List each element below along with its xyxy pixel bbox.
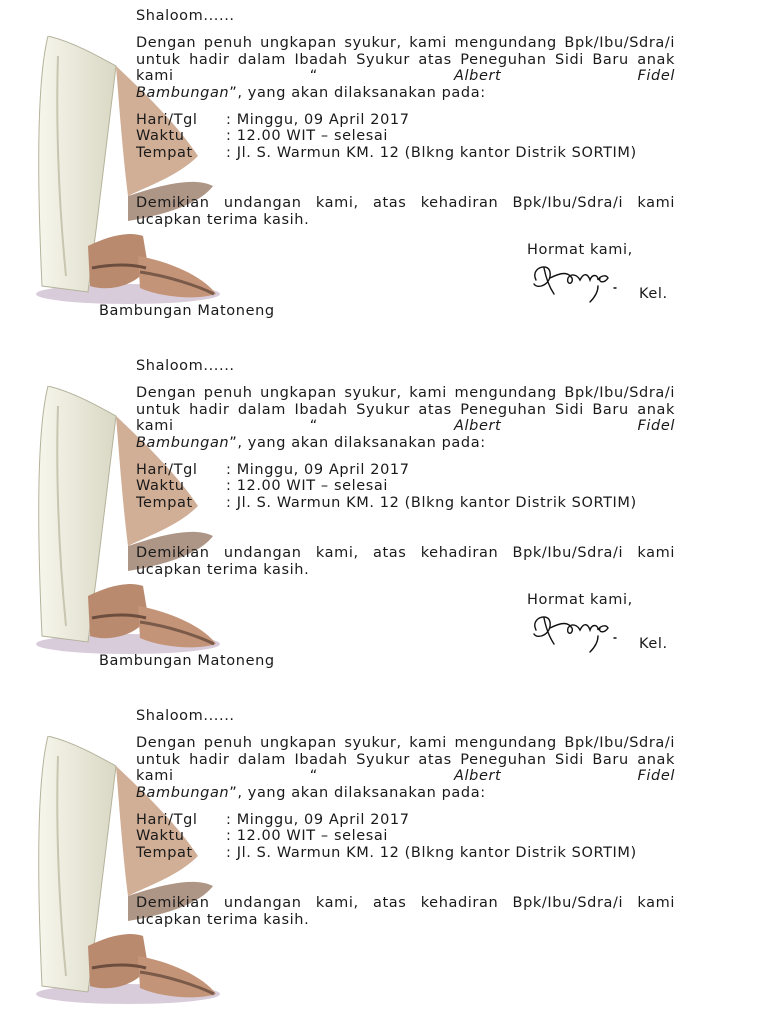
intro-suffix: ”, yang akan dilaksanakan pada: <box>229 435 486 452</box>
kel-label: Kel. <box>639 286 668 302</box>
intro-paragraph <box>136 385 675 451</box>
place-value: : Jl. S. Warmun KM. 12 (Blkng kantor Distrik SORTIM) <box>226 495 637 511</box>
day-row <box>136 112 410 129</box>
family-name: Bambungan Matoneng <box>99 303 275 319</box>
place-label: Tempat <box>136 845 193 861</box>
intro-paragraph <box>136 35 675 101</box>
place-label: Tempat <box>136 145 193 161</box>
kel-label: Kel. <box>639 636 668 652</box>
day-label: Hari/Tgl <box>136 112 198 128</box>
place-row <box>136 145 675 162</box>
time-label: Waktu <box>136 478 185 494</box>
intro-text: Dengan penuh ungkapan syukur, kami mengundang Bpk/Ibu/Sdra/i untuk hadir dalam Ibadah Syukur atas Peneguhan Sidi Baru anak kami “ <box>136 735 675 785</box>
intro-paragraph <box>136 735 675 801</box>
place-value: : Jl. S. Warmun KM. 12 (Blkng kantor Distrik SORTIM) <box>226 145 637 161</box>
invitation-card-3 <box>0 700 768 1024</box>
time-value: : 12.00 WIT – selesai <box>226 478 389 494</box>
intro-suffix: ”, yang akan dilaksanakan pada: <box>229 85 486 102</box>
intro-text: Dengan penuh ungkapan syukur, kami mengundang Bpk/Ibu/Sdra/i untuk hadir dalam Ibadah Syukur atas Peneguhan Sidi Baru anak kami “ <box>136 385 675 435</box>
regards: Hormat kami, <box>527 242 633 258</box>
time-value: : 12.00 WIT – selesai <box>226 828 389 844</box>
honoree-name-first: Albert Fidel <box>454 68 675 85</box>
honoree-name-last: Bambungan <box>136 85 230 102</box>
time-row <box>136 828 388 845</box>
day-value: : Minggu, 09 April 2017 <box>226 462 410 478</box>
day-value: : Minggu, 09 April 2017 <box>226 112 410 128</box>
signature <box>528 608 623 654</box>
honoree-name-first: Albert Fidel <box>454 768 675 785</box>
time-row <box>136 128 388 145</box>
day-row <box>136 812 410 829</box>
greeting: Shaloom...... <box>136 358 235 374</box>
greeting: Shaloom...... <box>136 8 235 24</box>
family-name: Bambungan Matoneng <box>99 653 275 669</box>
place-label: Tempat <box>136 495 193 511</box>
regards: Hormat kami, <box>527 592 633 608</box>
invitation-card-1 <box>0 0 768 350</box>
place-value: : Jl. S. Warmun KM. 12 (Blkng kantor Distrik SORTIM) <box>226 845 637 861</box>
place-row <box>136 845 675 862</box>
time-value: : 12.00 WIT – selesai <box>226 128 389 144</box>
time-row <box>136 478 388 495</box>
closing-paragraph: Demikian undangan kami, atas kehadiran Bpk/Ibu/Sdra/i kami ucapkan terima kasih. <box>136 895 675 928</box>
day-value: : Minggu, 09 April 2017 <box>226 812 410 828</box>
day-row <box>136 462 410 479</box>
place-row <box>136 495 675 512</box>
invitation-card-2 <box>0 350 768 700</box>
time-label: Waktu <box>136 128 185 144</box>
honoree-name-last: Bambungan <box>136 785 230 802</box>
intro-text: Dengan penuh ungkapan syukur, kami mengundang Bpk/Ibu/Sdra/i untuk hadir dalam Ibadah Syukur atas Peneguhan Sidi Baru anak kami “ <box>136 35 675 85</box>
signature <box>528 258 623 304</box>
time-label: Waktu <box>136 828 185 844</box>
day-label: Hari/Tgl <box>136 812 198 828</box>
day-label: Hari/Tgl <box>136 462 198 478</box>
intro-suffix: ”, yang akan dilaksanakan pada: <box>229 785 486 802</box>
closing-paragraph: Demikian undangan kami, atas kehadiran Bpk/Ibu/Sdra/i kami ucapkan terima kasih. <box>136 545 675 578</box>
honoree-name-first: Albert Fidel <box>454 418 675 435</box>
honoree-name-last: Bambungan <box>136 435 230 452</box>
closing-paragraph: Demikian undangan kami, atas kehadiran Bpk/Ibu/Sdra/i kami ucapkan terima kasih. <box>136 195 675 228</box>
greeting: Shaloom...... <box>136 708 235 724</box>
